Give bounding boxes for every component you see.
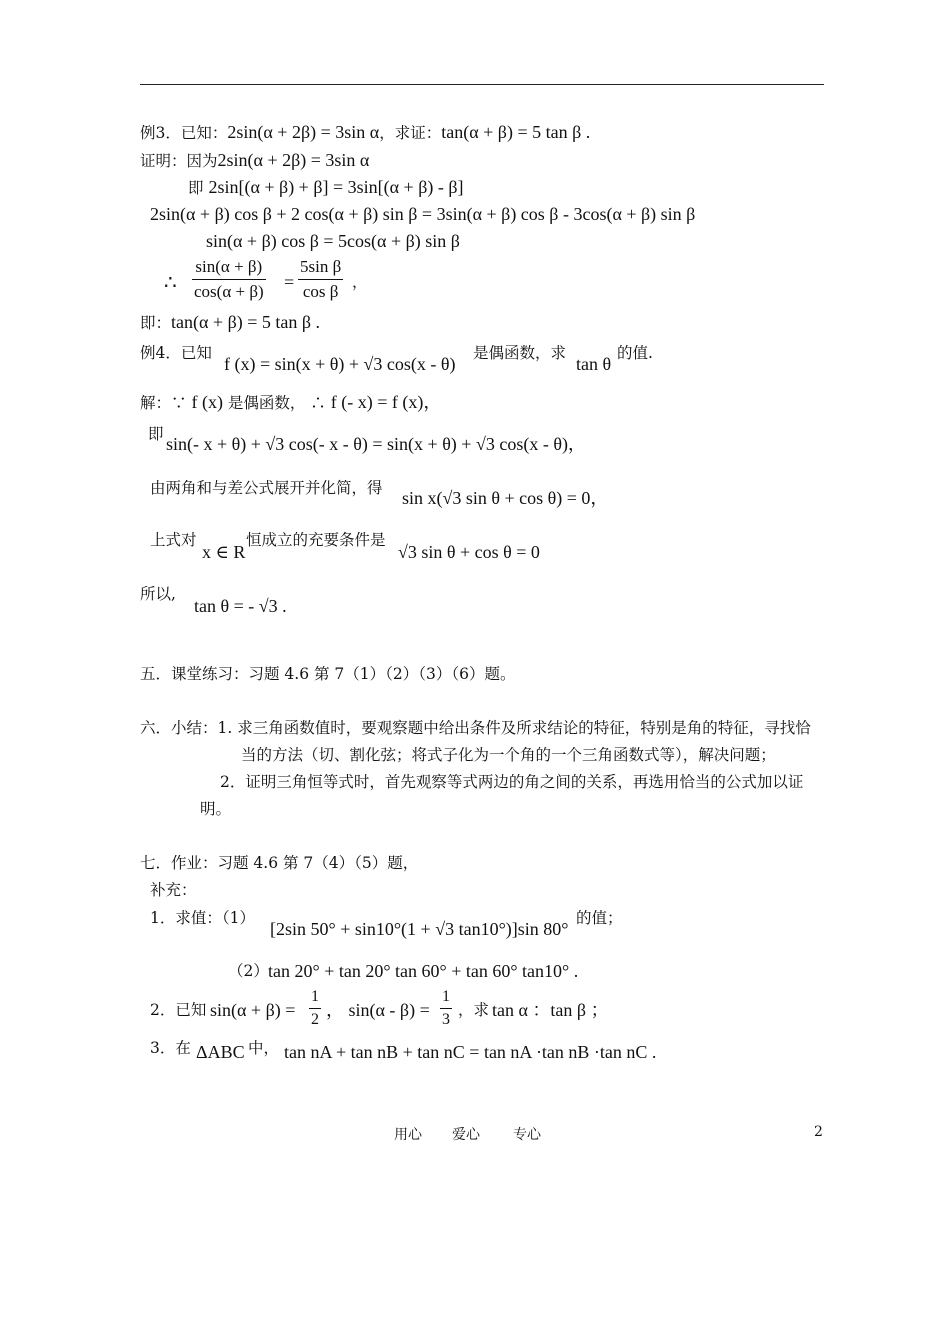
footer-motto-2: 爱心 — [452, 1127, 480, 1143]
ex3-line2-expr: 2sin[(α + β) + β] = 3sin[(α + β) - β] — [208, 177, 464, 197]
q2-a-numerator: 1 — [311, 988, 319, 1005]
ex4-cond-label1: 上式对 — [150, 531, 197, 549]
q2-b-numerator: 1 — [442, 988, 450, 1005]
frac1-numerator: sin(α + β) — [195, 257, 263, 276]
section6-line3: 2．证明三角恒等式时，首先观察等式两边的角之间的关系，再选用恰当的公式加以证 — [220, 773, 804, 791]
ex3-header: 例3．已知： — [140, 124, 228, 142]
ex3-prove: tan(α + β) = 5 tan β . — [441, 122, 591, 142]
section6-line4: 明。 — [200, 800, 232, 818]
ex4-is-even: 是偶函数，求 — [473, 344, 567, 362]
ex3-prove-label: ，求证： — [379, 124, 442, 142]
section6-line1: 六．小结：1. 求三角函数值时，要观察题中给出条件及所求结论的特征，特别是角的特征，寻找恰 — [140, 719, 811, 737]
frac1-bar — [192, 279, 266, 280]
ex3-conclusion-expr: tan(α + β) = 5 tan β . — [171, 312, 321, 332]
ex4-sol-fx: f (x) — [191, 392, 223, 412]
q2-ask: ，求 — [458, 1001, 490, 1019]
q1-label: 1．求值：（1） — [150, 909, 255, 927]
ex3-line4: sin(α + β) cos β = 5cos(α + β) sin β — [206, 231, 460, 251]
ex3-line3: 2sin(α + β) cos β + 2 cos(α + β) sin β = 3sin(α + β) cos β - 3cos(α + β) sin β — [150, 204, 696, 224]
ex4-function: f (x) = sin(x + θ) + √3 cos(x - θ) — [224, 354, 456, 374]
footer-motto-1: 用心 — [394, 1127, 422, 1143]
ex3-fraction-left — [192, 257, 266, 302]
ex4-expand-label: 由两角和与差公式展开并化简，得 — [150, 479, 383, 497]
ex3-line2 — [188, 177, 464, 198]
ex4-cond-set: x ∈ R — [202, 542, 246, 562]
ex3-proof-line1: 2sin(α + 2β) = 3sin α — [217, 150, 370, 170]
q2-b-denominator: 3 — [442, 1011, 450, 1028]
footer-motto-3: 专心 — [513, 1127, 541, 1143]
frac1-denominator: cos(α + β) — [194, 282, 264, 301]
q3-label: 3．在 — [150, 1039, 191, 1057]
q2-part-b: ， sin(α - β) = — [326, 1000, 430, 1020]
q1b-label: （2） — [228, 962, 269, 980]
q1b-expression: tan 20° + tan 20° tan 60° + tan 60° tan10° . — [268, 961, 579, 981]
therefore-symbol: ∴ — [164, 270, 177, 294]
q2-b-bar — [440, 1008, 452, 1009]
ex3-proof-label: 证明：因为 — [140, 152, 218, 170]
ex3-fraction-right — [298, 257, 343, 302]
ex4-target: tan θ — [576, 354, 612, 374]
q3-triangle: ΔABC — [196, 1042, 245, 1062]
section6-line2: 当的方法（切、割化弦；将式子化为一个角的一个三角函数式等），解决问题； — [241, 746, 776, 764]
header-rule — [140, 84, 824, 85]
ex3-statement — [140, 122, 590, 143]
q2-part-a: sin(α + β) = — [210, 1000, 296, 1020]
q2-expression: tan α ：tan β ； — [492, 1000, 609, 1020]
ex4-sol-mid: 是偶函数， ∴ — [227, 394, 326, 412]
frac2-denominator: cos β — [302, 282, 339, 301]
ex4-so-label: 所以, — [140, 585, 176, 603]
ex4-target-suffix: 的值. — [617, 344, 653, 362]
ex4-header: 例4．已知 — [140, 344, 212, 362]
ex3-comma: ， — [352, 273, 368, 291]
frac2-bar — [298, 279, 343, 280]
ex3-conclusion-label: 即： — [140, 314, 172, 332]
q2-label: 2．已知 — [150, 1001, 207, 1019]
section7-supplement: 补充： — [150, 881, 197, 899]
ex4-expand: sin x(√3 sin θ + cos θ) = 0， — [402, 488, 609, 508]
ex3-proof-start — [140, 150, 369, 171]
ex4-so-eq: tan θ = - √3 . — [194, 596, 287, 616]
ex3-ji-label: 即 — [188, 179, 204, 197]
ex4-ji: 即 — [148, 425, 164, 443]
section7-homework: 七．作业：习题 4.6 第 7（4）（5）题， — [140, 854, 419, 872]
ex4-cond-eq: √3 sin θ + cos θ = 0 — [398, 542, 540, 562]
ex4-sol-label: 解：∵ — [140, 394, 187, 412]
q2-a-denominator: 2 — [311, 1011, 319, 1028]
q1-suffix: 的值； — [576, 909, 623, 927]
ex4-solution-start — [140, 392, 441, 413]
page-number: 2 — [814, 1124, 823, 1140]
ex3-given: 2sin(α + 2β) = 3sin α — [227, 122, 380, 142]
q2-fraction-b — [440, 988, 452, 1029]
ex3-conclusion — [140, 312, 320, 333]
q3-expression: tan nA + tan nB + tan nC = tan nA ·tan nB ·tan nC . — [284, 1042, 657, 1062]
frac2-numerator: 5sin β — [300, 257, 342, 276]
ex3-equals: = — [284, 272, 295, 292]
q3-mid: 中， — [248, 1039, 280, 1057]
ex4-line1: sin(- x + θ) + √3 cos(- x - θ) = sin(x + θ) + √3 cos(x - θ)， — [166, 434, 586, 454]
ex4-cond-label2: 恒成立的充要条件是 — [246, 531, 386, 549]
q2-a-bar — [309, 1008, 321, 1009]
ex4-sol-eq: f (- x) = f (x)， — [330, 392, 442, 412]
q1-expression: [2sin 50° + sin10°(1 + √3 tan10°)]sin 80° — [270, 919, 569, 939]
section5-practice: 五．课堂练习：习题 4.6 第 7（1）（2）（3）（6）题。 — [140, 665, 516, 683]
q2-fraction-a — [309, 988, 321, 1029]
